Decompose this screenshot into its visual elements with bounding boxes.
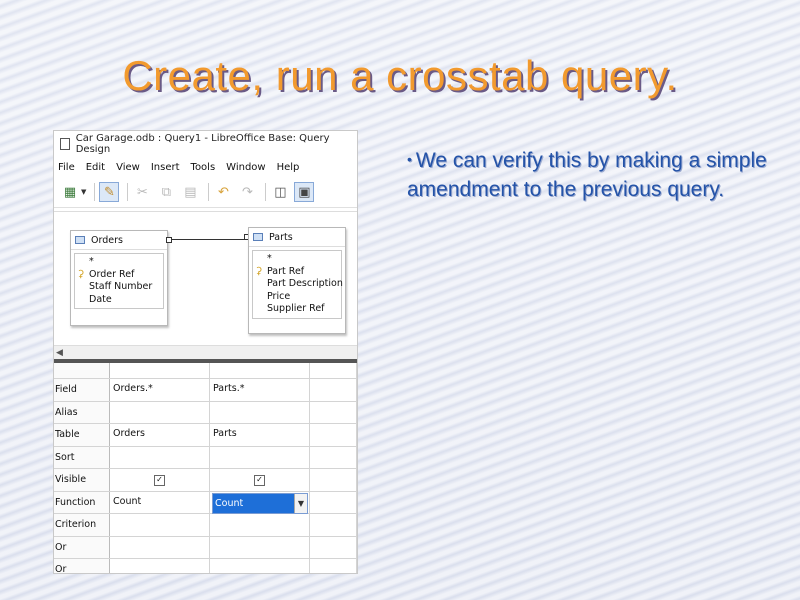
- menu-bar: [54, 157, 357, 177]
- menu-help[interactable]: Help: [276, 161, 300, 173]
- window-titlebar: [54, 131, 357, 157]
- field-name: Price: [267, 290, 291, 302]
- field-name: Staff Number: [89, 281, 153, 292]
- row-label: Function: [54, 492, 110, 514]
- cut-icon[interactable]: ✂: [136, 184, 148, 200]
- column-header[interactable]: [210, 363, 310, 378]
- design-view-icon[interactable]: ▣: [294, 182, 314, 202]
- grid-row-sort: [54, 447, 357, 470]
- orders-field-list: [74, 253, 164, 309]
- parts-field-list: [252, 250, 342, 319]
- row-label: Criterion: [54, 514, 110, 536]
- redo-icon[interactable]: ↷: [241, 184, 253, 200]
- field-item[interactable]: [75, 294, 163, 307]
- field-item[interactable]: [253, 303, 341, 316]
- function-select[interactable]: [212, 493, 308, 514]
- grid-cell[interactable]: [310, 424, 357, 446]
- scroll-left-icon[interactable]: ◀: [56, 348, 63, 358]
- menu-insert[interactable]: Insert: [150, 161, 180, 173]
- grid-cell[interactable]: [210, 447, 310, 469]
- grid-cell[interactable]: Orders: [110, 424, 210, 446]
- row-label: Visible: [54, 469, 110, 491]
- grid-row-criterion: [54, 514, 357, 537]
- column-header[interactable]: [110, 363, 210, 378]
- menu-file[interactable]: File: [58, 161, 75, 173]
- toolbar-separator: [208, 183, 209, 201]
- parts-table-name: Parts: [269, 231, 293, 243]
- field-name: *: [267, 253, 272, 264]
- join-handle-left: [166, 237, 172, 243]
- table-icon: [253, 233, 263, 241]
- table-design-area: [54, 211, 357, 346]
- run-query-icon[interactable]: ◫: [274, 184, 287, 200]
- toolbar-separator: [265, 183, 266, 201]
- field-name: Order Ref: [89, 268, 135, 280]
- grid-cell[interactable]: Parts: [210, 424, 310, 446]
- row-label: Or: [54, 537, 110, 559]
- grid-cell[interactable]: [210, 537, 310, 559]
- key-icon: ⚳: [77, 268, 85, 280]
- grid-cell[interactable]: [210, 514, 310, 536]
- parts-table-window[interactable]: [248, 227, 346, 334]
- column-header[interactable]: [310, 363, 357, 378]
- horizontal-scrollbar[interactable]: [54, 345, 357, 359]
- grid-cell[interactable]: [310, 514, 357, 536]
- field-item[interactable]: [75, 281, 163, 294]
- slide-title: Create, run a crosstab query.: [122, 52, 678, 99]
- toolbar-separator: [127, 183, 128, 201]
- background-watermark: [370, 225, 670, 365]
- grid-cell[interactable]: [110, 537, 210, 559]
- grid-cell[interactable]: [310, 447, 357, 469]
- save-icon[interactable]: ▦: [63, 184, 77, 200]
- copy-icon[interactable]: ⧉: [161, 184, 172, 200]
- paste-icon[interactable]: ▤: [184, 184, 197, 200]
- field-item[interactable]: [253, 253, 341, 266]
- grid-row-or: [54, 559, 357, 574]
- grid-header-row: [54, 363, 357, 379]
- query-design-grid: [54, 363, 357, 574]
- grid-cell[interactable]: [210, 559, 310, 574]
- visible-checkbox[interactable]: ✓: [254, 475, 265, 486]
- grid-cell[interactable]: Count: [110, 492, 210, 514]
- grid-cell[interactable]: [110, 559, 210, 574]
- field-item[interactable]: [253, 266, 341, 279]
- orders-table-name: Orders: [91, 234, 123, 246]
- grid-cell: [210, 492, 310, 514]
- grid-cell[interactable]: [310, 537, 357, 559]
- grid-corner: [54, 363, 110, 378]
- function-select-value: Count: [213, 494, 295, 513]
- undo-icon[interactable]: ↶: [217, 184, 229, 200]
- grid-row-field: [54, 379, 357, 402]
- visible-checkbox[interactable]: ✓: [154, 475, 165, 486]
- row-label: Table: [54, 424, 110, 446]
- toolbar: [54, 177, 357, 208]
- grid-cell[interactable]: [110, 514, 210, 536]
- row-label: Or: [54, 559, 110, 574]
- field-name: Part Description: [267, 278, 343, 289]
- bullet-text: We can verify this by making a simple amendment to the previous query.: [407, 149, 767, 201]
- field-item[interactable]: [253, 278, 341, 291]
- parts-table-header[interactable]: [249, 228, 345, 247]
- save-dropdown-icon[interactable]: ▼: [81, 188, 87, 196]
- orders-table-window[interactable]: [70, 230, 168, 326]
- row-label: Alias: [54, 402, 110, 424]
- key-icon: ⚳: [255, 265, 263, 277]
- grid-row-function: [54, 492, 357, 515]
- grid-cell: [210, 469, 310, 491]
- grid-cell[interactable]: [310, 492, 357, 514]
- grid-row-table: [54, 424, 357, 447]
- field-name: Supplier Ref: [267, 303, 325, 314]
- field-name: Part Ref: [267, 265, 305, 277]
- grid-row-or: [54, 537, 357, 560]
- grid-cell[interactable]: [110, 402, 210, 424]
- field-item[interactable]: [75, 269, 163, 282]
- bullet-dot-icon: •: [407, 151, 412, 167]
- orders-table-header[interactable]: [71, 231, 167, 250]
- document-icon: [60, 138, 70, 150]
- grid-row-visible: [54, 469, 357, 492]
- grid-cell[interactable]: Parts.*: [210, 379, 310, 401]
- field-name: Date: [89, 293, 112, 305]
- field-item[interactable]: [75, 256, 163, 269]
- edit-mode-icon[interactable]: ✎: [99, 182, 119, 202]
- menu-view[interactable]: View: [116, 161, 140, 173]
- field-name: *: [89, 256, 94, 267]
- query-design-window: [53, 130, 358, 574]
- bullet-point: [407, 145, 777, 204]
- grid-cell[interactable]: [310, 559, 357, 574]
- window-title: Car Garage.odb : Query1 - LibreOffice Base: Query Design: [75, 133, 330, 155]
- row-label: Sort: [54, 447, 110, 469]
- toolbar-separator: [94, 183, 95, 201]
- grid-cell[interactable]: Orders.*: [110, 379, 210, 401]
- field-item[interactable]: [253, 291, 341, 304]
- grid-row-alias: [54, 402, 357, 425]
- row-label: Field: [54, 379, 110, 401]
- grid-cell[interactable]: [310, 402, 357, 424]
- grid-cell[interactable]: [210, 402, 310, 424]
- menu-tools[interactable]: Tools: [190, 161, 216, 173]
- table-icon: [75, 236, 85, 244]
- grid-cell: [110, 469, 210, 491]
- menu-window[interactable]: Window: [226, 161, 266, 173]
- join-line[interactable]: [169, 239, 247, 243]
- grid-cell[interactable]: [310, 379, 357, 401]
- menu-edit[interactable]: Edit: [85, 161, 106, 173]
- grid-cell[interactable]: [310, 469, 357, 491]
- grid-cell[interactable]: [110, 447, 210, 469]
- chevron-down-icon[interactable]: ▼: [294, 494, 307, 513]
